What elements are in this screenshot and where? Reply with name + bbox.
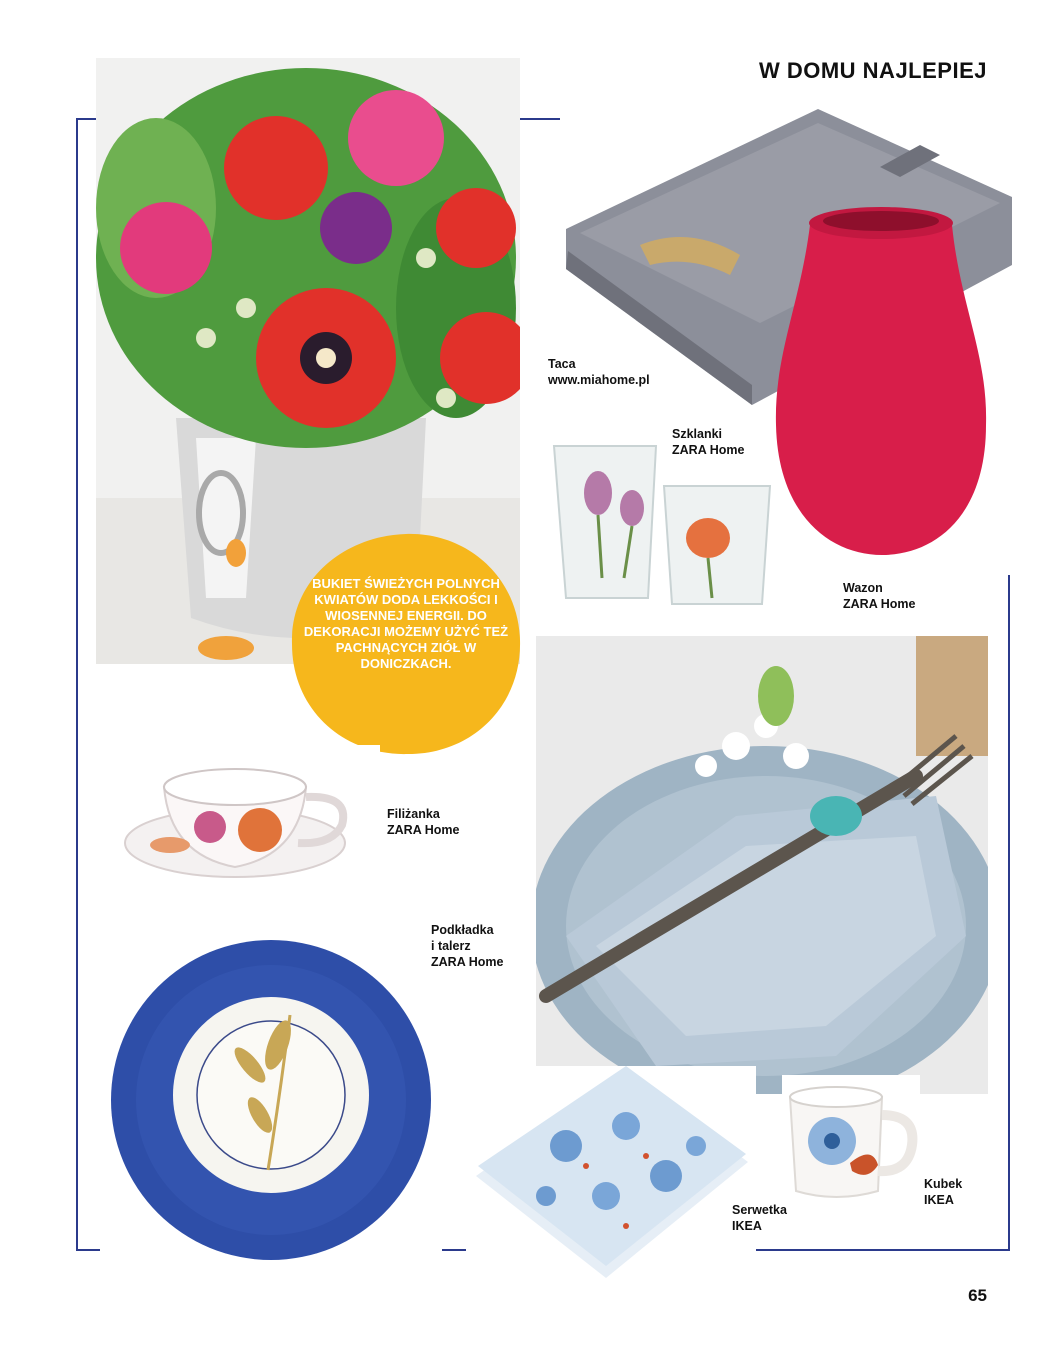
glasses-source: ZARA Home: [672, 443, 745, 457]
placemat-name: Podkładka: [431, 923, 494, 937]
vase-source: ZARA Home: [843, 597, 916, 611]
section-title: W DOMU NAJLEPIEJ: [751, 58, 987, 84]
placemat-photo: [100, 935, 442, 1265]
cup-source: ZARA Home: [387, 823, 460, 837]
placemat-source: ZARA Home: [431, 955, 504, 969]
glasses-name: Szklanki: [672, 427, 723, 441]
table-setting-photo: [536, 636, 988, 1094]
badge-text: BUKIET ŚWIEŻYCH POLNYCH KWIATÓW DODA LEKKOŚCI I WIOSENNEJ ENERGII. DO DEKORACJI MOŻEMY UŻYĆ TEŻ PACHNĄCYCH ZIÓŁ W DONICZKACH.: [303, 576, 509, 671]
teacup-photo: [110, 745, 380, 920]
vase-name: Wazon: [843, 581, 883, 595]
caption-mug: [924, 1176, 962, 1208]
napkin-photo: [466, 1066, 756, 1282]
cup-name: Filiżanka: [387, 807, 440, 821]
napkin-name: Serwetka: [732, 1203, 787, 1217]
caption-tray: [548, 356, 650, 388]
caption-placemat: [431, 922, 503, 970]
caption-cup: [387, 806, 459, 838]
tray-name: Taca: [548, 357, 576, 371]
caption-napkin: [732, 1202, 787, 1234]
napkin-source: IKEA: [732, 1219, 762, 1233]
page-number: 65: [968, 1286, 987, 1305]
quote-badge: [286, 528, 526, 758]
mug-photo: [782, 1075, 920, 1205]
caption-vase: [843, 580, 915, 612]
glasses-photo: [548, 438, 776, 608]
caption-glasses: [672, 426, 744, 458]
mug-source: IKEA: [924, 1193, 954, 1207]
mug-name: Kubek: [924, 1177, 963, 1191]
tray-source: www.miahome.pl: [548, 373, 650, 387]
placemat-name2: i talerz: [431, 939, 471, 953]
